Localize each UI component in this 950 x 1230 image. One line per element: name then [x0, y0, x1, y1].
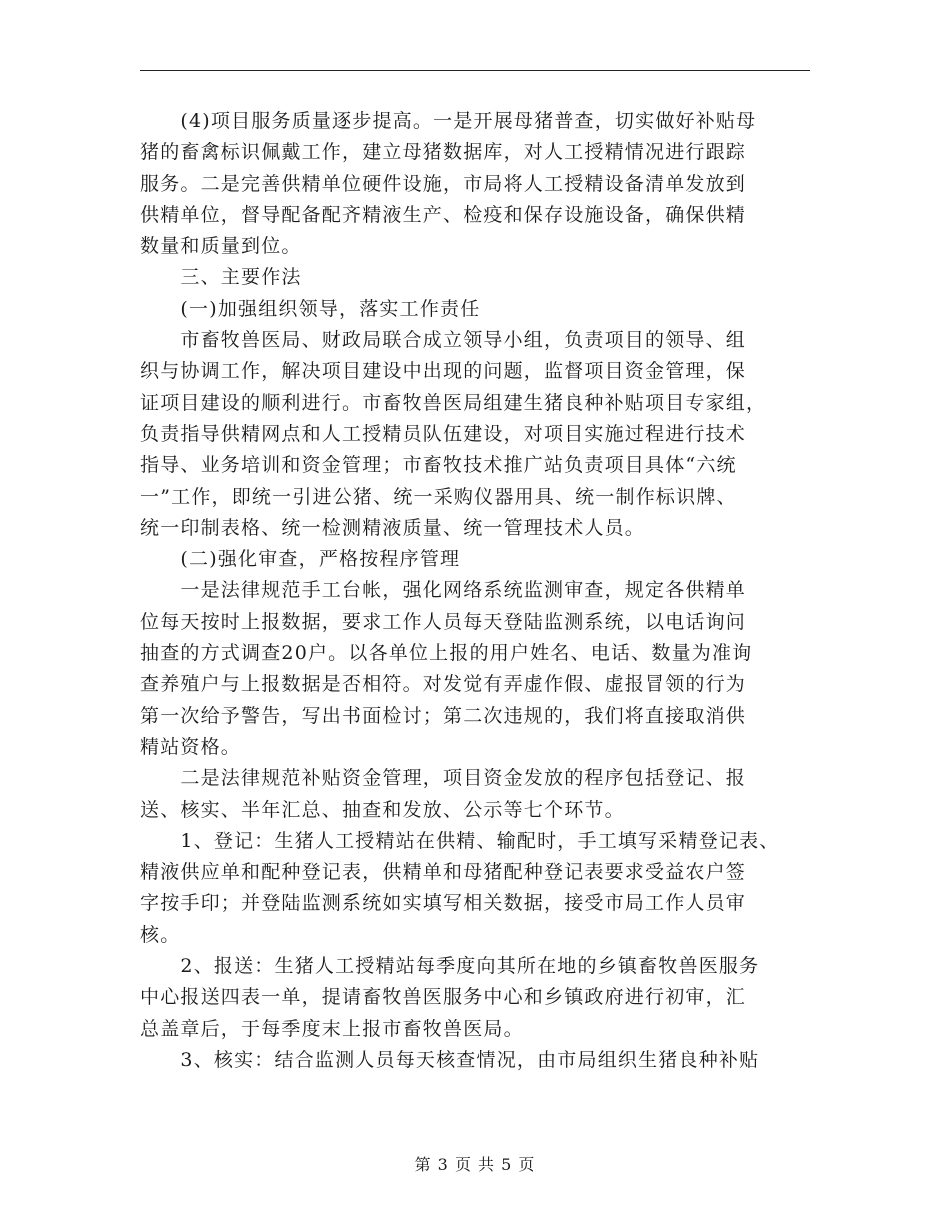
- text-line: (4)项目服务质量逐步提高。一是开展母猪普查，切实做好补贴母: [140, 110, 757, 132]
- text-line: 一是法律规范手工台帐，强化网络系统监测审查，规定各供精单: [140, 579, 747, 602]
- document-body: [140, 106, 820, 1076]
- text-line: 1、登记：生猪人工授精站在供精、输配时，手工填写采精登记表、: [140, 829, 780, 852]
- text-line: 精液供应单和配种登记表，供精单和母猪配种登记表要求受益农户签: [140, 861, 747, 884]
- text-line: 位每天按时上报数据，要求工作人员每天登陆监测系统，以电话询问: [140, 610, 747, 633]
- page-number: 第 3 页 共 5 页: [414, 1155, 536, 1174]
- text-line: 精站资格。: [140, 735, 242, 758]
- text-line: 织与协调工作，解决项目建设中出现的问题，监督项目资金管理，保: [140, 360, 747, 383]
- text-line: 中心报送四表一单，提请畜牧兽医服务中心和乡镇政府进行初审，汇: [140, 986, 747, 1009]
- text-line: 数量和质量到位。: [140, 235, 302, 258]
- text-line: 第一次给予警告，写出书面检讨；第二次违规的，我们将直接取消供: [140, 704, 747, 727]
- text-line: 猪的畜禽标识佩戴工作，建立母猪数据库，对人工授精情况进行跟踪: [140, 141, 747, 164]
- text-line: 核。: [140, 923, 181, 946]
- subsection-heading: (一)加强组织领导，落实工作责任: [140, 297, 481, 320]
- text-line: 指导、业务培训和资金管理；市畜牧技术推广站负责项目具体“六统: [140, 454, 737, 477]
- text-line: 供精单位，督导配备配齐精液生产、检疫和保存设施设备，确保供精: [140, 203, 747, 226]
- text-line: 负责指导供精网点和人工授精员队伍建设，对项目实施过程进行技术: [140, 422, 747, 445]
- text-line: 抽查的方式调查20户。以各单位上报的用户姓名、电话、数量为准询: [140, 642, 753, 665]
- text-line: 二是法律规范补贴资金管理，项目资金发放的程序包括登记、报: [140, 767, 747, 790]
- text-line: 服务。二是完善供精单位硬件设施，市局将人工授精设备清单发放到: [140, 172, 747, 195]
- text-line: 证项目建设的顺利进行。市畜牧兽医局组建生猪良种补贴项目专家组，: [140, 391, 767, 414]
- text-line: 3、核实：结合监测人员每天核查情况，由市局组织生猪良种补贴: [140, 1048, 760, 1071]
- text-line: 字按手印；并登陆监测系统如实填写相关数据，接受市局工作人员审: [140, 892, 747, 915]
- text-line: 一”工作，即统一引进公猪、统一采购仪器用具、统一制作标识牌、: [140, 485, 737, 508]
- section-heading: 三、主要作法: [140, 266, 302, 289]
- subsection-heading: (二)强化审查，严格按程序管理: [140, 548, 461, 571]
- text-line: 统一印制表格、统一检测精液质量、统一管理技术人员。: [140, 516, 646, 539]
- header-rule: [140, 70, 810, 71]
- text-line: 2、报送：生猪人工授精站每季度向其所在地的乡镇畜牧兽医服务: [140, 955, 760, 978]
- text-line: 送、核实、半年汇总、抽查和发放、公示等七个环节。: [140, 798, 625, 821]
- text-line: 总盖章后，于每季度末上报市畜牧兽医局。: [140, 1017, 524, 1040]
- text-line: 市畜牧兽医局、财政局联合成立领导小组，负责项目的领导、组: [140, 329, 747, 352]
- text-line: 查养殖户与上报数据是否相符。对发觉有弄虚作假、虚报冒领的行为: [140, 673, 747, 696]
